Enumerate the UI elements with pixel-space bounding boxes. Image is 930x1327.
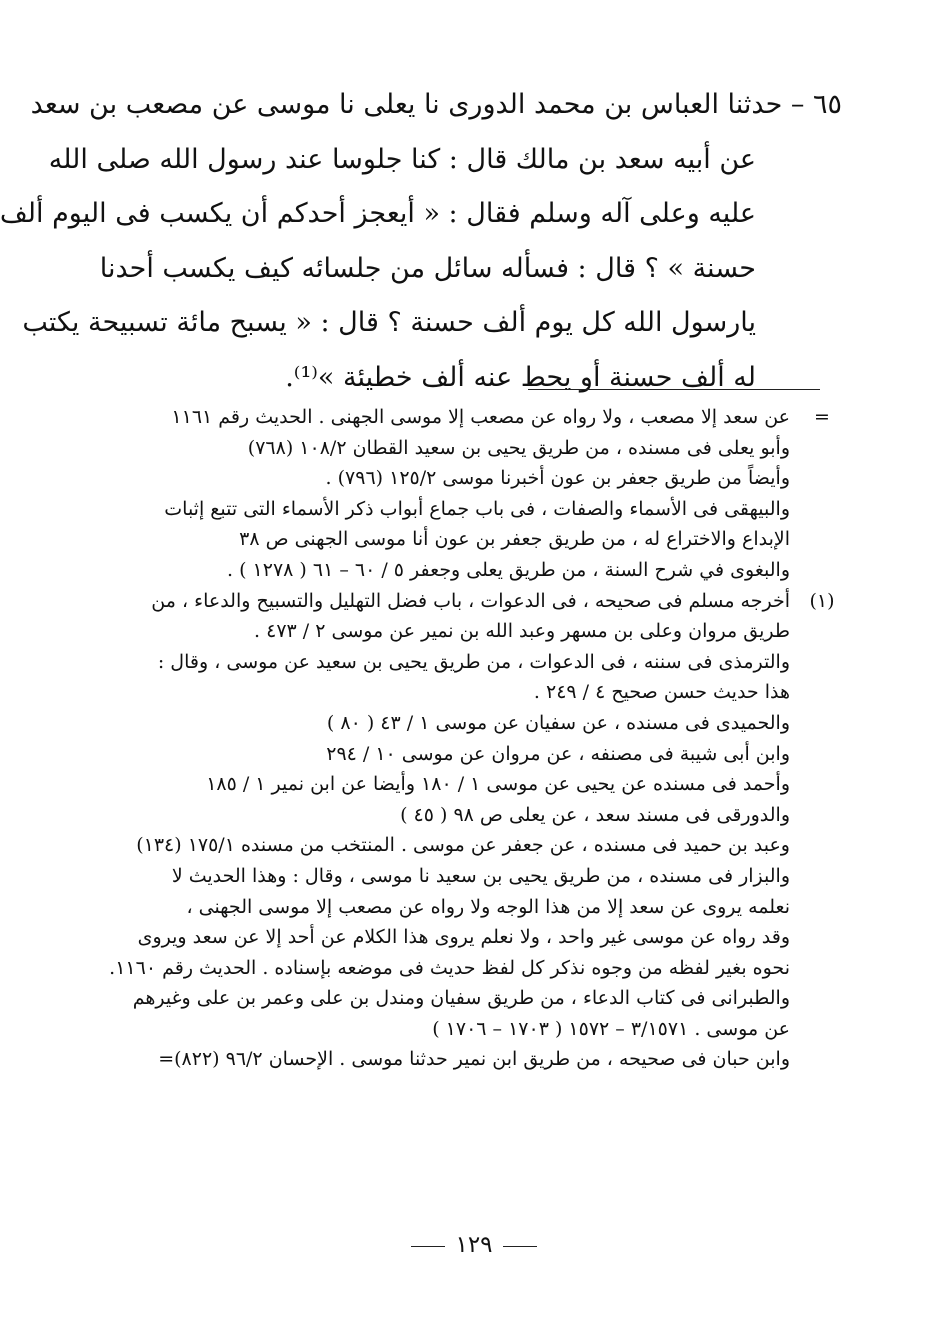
footnote-continuation-line: والبيهقى فى الأسماء والصفات ، فى باب جماع أبواب ذكر الأسماء التى تتبع إثبات [164,497,790,520]
page-number-dash [411,1246,445,1247]
footnote-1-line: نعلمه يروى عن سعد إلا من هذا الوجه ولا رواه عن مصعب إلا موسى الجهنى ، [186,895,790,918]
hadith-line-3: عليه وعلى آله وسلم فقال : « أيعجز أحدكم أن يكسب فى اليوم ألف [0,198,756,229]
footnote-1-line: وابن أبى شيبة فى مصنفه ، عن مروان عن موسى ١٠ / ٢٩٤ [326,742,790,765]
hadith-number: ٦٥ – [790,89,842,120]
footnote-separator [528,389,820,390]
footnote-1-line: والترمذى فى سننه ، فى الدعوات ، من طريق يحيى بن سعيد عن موسى ، وقال : [157,650,790,673]
hadith-line-4: حسنة » ؟ قال : فسأله سائل من جلسائه كيف يكسب أحدنا [99,252,756,284]
footnote-1-line: (١) أخرجه مسلم فى صحيحه ، فى الدعوات ، باب فضل التهليل والتسبيح والدعاء ، من [122,586,842,617]
footnote-continuation-line: وأبو يعلى فى مسنده ، من طريق يحيى بن سعيد القطان ١٠٨/٢ (٧٦٨) [247,436,790,459]
footnote-1-line: نحوه بغير لفظه من وجوه نذكر كل لفظ حديث فى موضعه بإسناده . الحديث رقم ١١٦٠. [109,956,790,979]
footnote-1-line: والطبرانى فى كتاب الدعاء ، من طريق سفيان ومندل بن على وعمر بن على وغيرهم [132,987,790,1010]
footnote-1-line: والدورقى فى مسند سعد ، عن يعلى ص ٩٨ ( ٤٥ ) [400,803,790,826]
footnote-1-marker: (١) [809,589,835,612]
footnote-1-line: وعبد بن حميد فى مسنده ، عن جعفر عن موسى . المنتخب من مسنده ١٧٥/١ (١٣٤) [136,834,790,857]
hadith-line-2: عن أبيه سعد بن مالك قال : كنا جلوسا عند رسول الله صلى الله [48,143,756,175]
footnote-1-line: والحميدى فى مسنده ، عن سفيان عن موسى ١ / ٤٣ ( ٨٠ ) [326,711,790,734]
footnote-1-line: وابن حبان فى صحيحه ، من طريق ابن نمير حدثنا موسى . الإحسان ٩٦/٢ (٨٢٢)= [158,1048,790,1071]
footnote-continuation-line: والبغوى في شرح السنة ، من طريق يعلى وجعفر ٥ / ٦٠ – ٦١ ( ١٢٧٨ ) . [227,558,790,581]
footnote-1-line: طريق مروان وعلى بن مسهر وعبد الله بن نمير عن موسى ٢ / ٤٧٣ . [254,620,790,643]
footnote-continuation-line: الإبداع والاختراع له ، من طريق جعفر بن عون أنا موسى الجهنى ص ٣٨ [239,528,790,551]
page-number: ١٢٩ [455,1232,493,1258]
hadith-line-1: ٦٥ – حدثنا العباس بن محمد الدورى نا يعلى نا موسى عن مصعب بن سعد [122,78,842,133]
continuation-marker: = [814,406,830,428]
page-number-dash [503,1246,537,1247]
footnote-1-line: وقد رواه عن موسى غير واحد ، ولا نعلم يروى هذا الكلام عن أحد إلا عن سعد ويروى [137,926,790,949]
hadith-line-6: له ألف حسنة أو يحط عنه ألف خطيئة »⁽¹⁾. [285,361,756,393]
footnote-1-line: وأحمد فى مسنده عن يحيى عن موسى ١ / ١٨٠ وأيضا عن ابن نمير ١ / ١٨٥ [206,773,790,796]
hadith-text [0,78,842,405]
footnote-1-line: عن موسى . ٣/١٥٧١ – ١٥٧٢ ( ١٧٠٣ – ١٧٠٦ ) [432,1017,790,1040]
hadith-line-5: يارسول الله كل يوم ألف حسنة ؟ قال : « يسبح مائة تسبيحة يكتب [22,307,756,338]
footnote-1-line: هذا حديث حسن صحيح ٤ / ٢٤٩ . [533,681,790,704]
footnote-1-line: والبزار فى مسنده ، من طريق يحيى بن سعيد نا موسى ، وقال : وهذا الحديث لا [171,864,790,887]
footnote-continuation-line: وأيضاً من طريق جعفر بن عون أخبرنا موسى ١٢٥/٢ (٧٩٦) . [325,467,790,490]
footnotes [109,402,842,1075]
footnote-continuation-line: = عن سعد إلا مصعب ، ولا رواه عن مصعب إلا موسى الجهنى . الحديث رقم ١١٦١ [122,402,842,433]
page-number-footer [18,1232,930,1258]
